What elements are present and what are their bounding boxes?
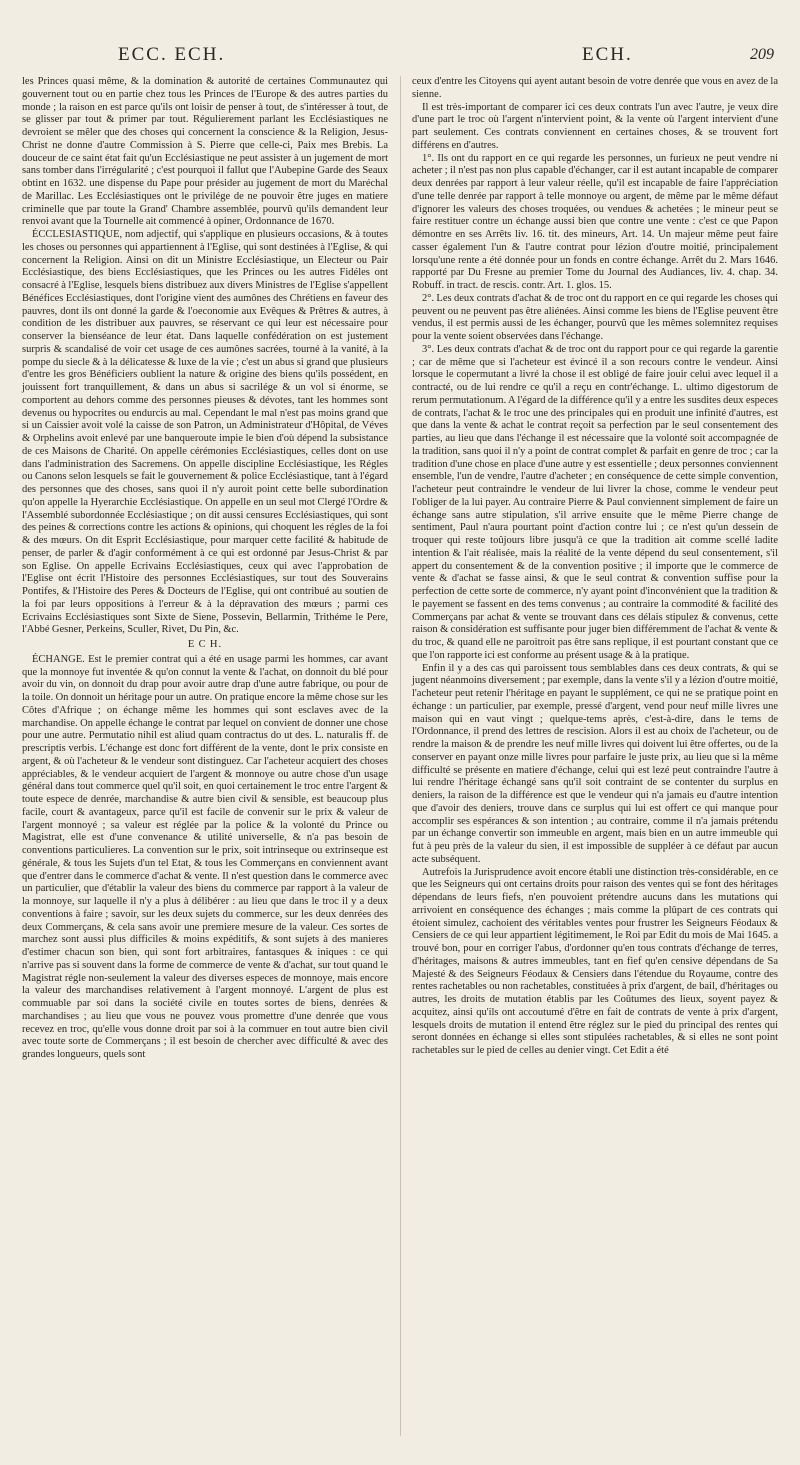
paragraph: 3°. Les deux contrats d'achat & de troc ont du rapport pour ce qui regarde la garentie ; car de même que si l'acheteur est évincé il a son recours contre le vendeur. Ainsi lorsque le copermutant a livré la chose il est obligé de faire jouir celui avec lequel il a contracté, ou de lui rendre ce qu'il a reçu en contr'échange. L. ultimo digestorum de rerum permutationum. A l'égard de la différence qu'il y a entre les susdites deux especes de contrats, l'achat & le troc une des principales qui en produit une infinité d'autres, est que dans la vente & achat le contrat reçoit sa perfection par le seul consentement des parties, au lieu que dans l'échange il est nécessaire que la volonté soit accompagnée de la tradition, sans quoi il n'y a point de contrat complet & parfait en genre de troc ; car la tradition d'une chose en place d'une autre y est essentielle ; deux personnes conviennent ensemble, l'un de vendre, l'autre d'acheter ; en conséquence de cette simple convention, l'acheteur peut contraindre le vendeur de lui livrer la chose, comme le vendeur peut l'obliger de la lui payer. Au contraire Pierre & Paul conviennent simplement de faire un échange sans autre stipulation, s'il arrive ensuite que le même Pierre change de sentiment, Paul n'aura pourtant point d'action contre lui ; ce n'est qu'un dessein de troquer qui reste toûjours libre jusqu'à ce que la tradition ait comme scellé ladite intention & l'ait réalisée, mais la réalité de la vente dépend du seul consentement, s'il appert du consentement & de la convention positive ; il importe que le commerce de vente & d'achat se fasse ainsi, & que le seul contrat & convention suffise pour la perfection de cette sorte de commerce, n'y ayant point d'inconvénient que la tradition & le payement se fassent en des tems convenus ; au contraire la commodité & facilité des Commerçans par achat & vente se trouvant dans ces délais stipulez & convenus, cette raison & considération est suffisante pour juger bien différemment de l'achat & vente & du troc, & quand elle ne paroitroit pas être sans replique, il est pourtant constant que ce que l'on rapporte ici est conforme au présent usage & à la pratique. (412, 343, 778, 661)
right-column (412, 76, 778, 1062)
paragraph: Enfin il y a des cas qui paroissent tous semblables dans ces deux contrats, & qui se jugent néanmoins diversement ; par exemple, dans la vente s'il y a lézion d'outre moitié, l'acheteur peut retenir l'héritage en payant le supplément, ce qui ne se pratique point en échange : un particulier, par exemple, pressé d'argent, vend pour neuf mille livres une maison qui en vaut vingt ; quelque-tems après, c'est-à-dire, dans le tems de l'Ordonnance, il prend des lettres de rescision. Alors il est au choix de l'acheteur, ou de rendre la maison & de prendre les neuf mille livres qui doivent lui être offertes, ou de la conserver en payant onze mille livres pour parfaire le juste prix, au lieu que si la même difficulté se présente en matiere d'échange, celui qui est lezé peut contraindre l'autre à lui rendre l'héritage échangé sans qu'il soit contraint de se contenter du surplus en deniers, la raison de la différence est que le vendeur qui n'a jamais eu d'autre intention que d'avoir des deniers, trouve dans ce surplus qui lui est offert ce qui manque pour accomplir ses espérances & son intention ; au contraire, comme il n'a jamais prétendu par un échange convertir son immeuble en argent, mais bien en un autre immeuble qui fut à peu près de la valeur du sien, il est impossible de suppléer à ce défaut par aucun acte subséquent. (412, 662, 778, 865)
paragraph: Il est très-important de comparer ici ces deux contrats l'un avec l'autre, je veux dire d'une part le troc où l'argent n'intervient point, & la vente où l'argent intervient d'une part seulement. Ces contrats conviennent en certaines choses, & se trouvent fort différens en d'autres. (412, 101, 778, 151)
paragraph: 1°. Ils ont du rapport en ce qui regarde les personnes, un furieux ne peut vendre ni acheter ; il n'est pas non plus capable d'échanger, car il est autant incapable de comparer deux denrées par rapport à leur valeur réelle, qu'il est incapable de faire l'appréciation d'une telle denrée par rapport à telle monnoye ou argent, de même par le même défaut d'ignorer les valeurs des choses troquées, ou vendues & achetées ; le mineur peut se faire restituer contre un échange aussi bien que contre une vente : c'est ce que Papon démontre en ses Arrêts liv. 16. tit. des mineurs, Art. 14. Un majeur même peut faire casser également l'un & l'autre contrat pour lézion d'outre moitié, principalement lorsqu'une rente a été donnée pour un fonds en contre échange. Arrêt du 2. Mars 1646. rapporté par Du Fresne au premier Tome du Journal des Audiances, liv. 4. chap. 34. Robuff. in tract. de rescis. contr. Art. 1. glos. 15. (412, 152, 778, 291)
section-heading: E C H. (187, 639, 223, 650)
entry-ecclesiastique: ÉCCLESIASTIQUE, nom adjectif, qui s'applique en plusieurs occasions, & à toutes les choses ou personnes qui appartiennent à l'Eglise, qui sont destinées à l'Eglise, & qui concernent la Religion. Ainsi on dit un Ministre Ecclésiastique, un Electeur ou Pair Ecclésiastique, des biens Ecclésiastiques, que les Princes ou les autres Fidéles ont consacré à l'Eglise, lesquels biens distribuez aux divers Ministres de l'Eglise s'appellent Bénéfices Ecclésiastiques, dont l'origine vient des aumônes des Chrétiens en faveur des pauvres, dont ils ont donné la garde & l'oeconomie aux Evêques & Prêtres & autres, à condition de les distribuer aux pauvres, se réservant ce qui leur est nécessaire pour conserver la bienséance de leur état. Dans laquelle confédération on est justement surpris & scandalisé de voir cet usage de ces aumônes sacrées, tourné à la vanité, à la pompe du siecle & à la délicatesse & luxe de la vie ; c'est un abus si grand que plusieurs d'entre les gros Bénéficiers oublient la nature & origine des biens qu'ils possédent, en jouissent fort tranquillement, & dans un abus si sacrilége & un vol si énorme, se comportent au dehors comme des personnes pieuses & dévotes, tant les hommes sont devenus ou hypocrites ou endurcis au mal. Cependant le mal n'est pas moins grand que si un Caissier avoit volé la caisse de son Patron, un Administrateur d'Hôpital, de Véves & Orphelins avoit enlevé par une banqueroute impie le bien d'où dépend la subsistance de ces Maisons de Charité. On appelle cérémonies Ecclésiastiques, celles dont on use dans l'administration des Sacremens. On appelle discipline Ecclésiastique, les Régles ou Canons selon lesquels se fait le gouvernement & police Ecclésiastique, tant à l'égard des personnes que des choses, sans quoi il n'y auroit point cette belle subordination qu'on appelle la Hyerarchie Ecclésiastique. On appelle en un seul mot Clergé l'Ordre & l'Assemblé subordonnée Ecclésiastique ; on dit aussi censures Ecclésiastiques, qui sont des peines & corrections contre les actions & opinions, qui choquent les régles de la foi & des mœurs. On dit Esprit Ecclésiastique, pour marquer cette facilité & habitude de penser, de parler & d'agir conformément à ce qui est ordonné par Jesus-Christ & par son Eglise. On appelle Ecrivains Ecclésiastiques, ceux qui avec l'approbation de l'Eglise ont écrit l'Histoire des personnes Ecclésiastiques, sur tout des Souverains Pontifes, & l'Histoire des Peres & Docteurs de l'Eglise, qui ont contribué au soutien de la foi par leurs oppositions à l'erreur & à la dépravation des mœurs ; parmi ces Ecrivains Ecclésiastiques sont Sixte de Siene, Possevin, Bellarmin, Trithéme le Pere, l'Abbé Gesner, Perkeins, Sculler, Rivet, Du Pin, &c. (22, 229, 388, 636)
running-head-right: ECH. (582, 44, 633, 65)
paragraph: les Princes quasi même, & la domination & autorité de certaines Communautez qui gouvernent tout ou en partie chez tous les Princes de l'Europe & des autres parties du monde ; la raison en est parce qu'ils ont loisir de penser à tout, de s'intéresser à tout, de se glisser par tout & primer par tout. Régulierement parlant les Ecclésiastiques ne devroient se mêler que des choses qui concernent la conscience & la Religion, Jesus-Christ ne donne d'autre Commission à S. Pierre que celle-ci, Paix mes Brebis. La douceur de ce saint état fait qu'un Ecclésiastique ne peut assister à un jugement de mort sans tomber dans l'irrégularité ; c'est pourquoi il fallut que l'Aubepine Garde des Seaux obtint en 1632. une dispense du Pape pour présider au jugement de mort du Maréchal de Marillac. Les Ecclésiastiques ont le privilége de ne pouvoir être juges en matiere criminelle que par toute la Grand' Chambre assemblée, pourvû qu'ils demandent leur renvoi avant que la Tournelle ait commencé à opiner, Ordonnance de 1670. (22, 76, 388, 228)
paragraph: Autrefois la Jurisprudence avoit encore établi une distinction très-considérable, en ce que les Seigneurs qui ont certains droits pour raison des ventes qui se font des héritages dépendans de leurs fiefs, n'en pouvoient prétendre aucuns dans les mutations qui arrivoient en conséquence des échanges ; mais comme la plûpart de ces contrats qui étoient simulez, cachoient des véritables ventes pour frustrer les Seigneurs Féodaux & Censiers de ce qui leur appartient légitimement, le Roi par Edit du mois de Mai 1645. a trouvé bon, pour en corriger l'abus, d'ordonner qu'en tous contrats d'échange de terres, d'héritages, maisons & autres immeubles, tant en fief qu'en censive dépendans de Sa Majesté & des Seigneurs Féodaux & Censiers dans l'étendue du Royaume, contre des rentes rachetables ou non rachetables, constituées à prix d'argent, de bail, d'héritages ou autres, les droits de mutation établis par les Coûtumes des lieux, soyent payez & acquitez, ainsi qu'ils ont accoutumé d'être en fait de contrats de vente à prix d'argent, lesquels droits de mutation il entend être réglez sur le pied du principal des rentes qui seront données en échange si elles sont stipulées rachetables, & si elles ne sont point rachetables sur le pied de celles au denier vingt. Cet Edit a été (412, 866, 778, 1056)
entry-echange: ÉCHANGE. Est le premier contrat qui a été en usage parmi les hommes, car avant que la monnoye fut inventée & qu'on connut la vente & l'achat, on donnoit du blé pour avoir du vin, on donnoit du drap pour avoir autre drap d'une autre fabrique, ou pour de la toile. On donnoit un héritage pour un autre. On pratique encore la même chose sur les Côtes d'Afrique ; on échange même les hommes qui sont esclaves avec de la marchandise. On appelle échange le contrat par lequel on convient de donner une chose pour une autre. Permutatio nihil est aliud quam contractus do ut des. L. naturalis ff. de prescriptis verbis. L'échange est donc fort différent de la vente, dont le prix consiste en argent, & où l'acheteur & le vendeur sont distinguez. Car l'acheteur acquiert des choses appréciables, & le vendeur acquiert de l'argent & monnoye ou autre chose d'un usage général dans tout commerce quel qu'il soit, en quoi certainement le troc entre l'argent & toute espece de denrée, marchandise & autre bien civil & sensible, est beaucoup plus facile, court & avantageux, parce qu'il est facile de convenir sur le prix & valeur de l'argent monnoyé ; sa valeur est réglée par la police & la volonté du Prince ou Magistrat, elle est d'une convenance & utilité universelle, & n'a pas besoin de conventions particulieres. La convention sur le prix, soit intrinseque ou extrinseque est générale, & tous les Sujets d'un tel Etat, & tous les Commerçans en conviennent avant que d'entrer dans le commerce d'achat & vente. Il n'est question dans le commerce avec un particulier, que d'établir la valeur des biens du commerce par rapport à la valeur de la monnoye, sur laquelle il n'y a plus à délibérer : au lieu que dans le troc il y a deux conventions à faire ; savoir, sur les deux sujets du commerce, sur les deux denrées des deux Commerçans, & cela sans avoir une premiere mesure de la valeur. Ces sortes de marchez sont aussi plus difficiles & moins expéditifs, & sont sujets à des manieres d'estimer chacun son bien, qui sont fort arbitraires, fantasques & iniques : ce qui n'arrive pas si souvent dans la forme de commerce de vente & d'achat, sur tout quand le Magistrat régle non-seulement la valeur des diverses especes de monnoye, mais encore la valeur des marchandises relativement à l'argent monnoyé. L'argent de plus est commuable par soi dans la société civile en toutes sortes de biens, denrées & marchandises ; au lieu que vous ne pouvez vous promettre d'une denrée que vous recevez en troc, qu'elle vous donne droit par soi à la commuer en tout autre bien civil avec toute sorte de Commerçans ; il est besoin de chercher avec difficulté & avec des grandes longueurs, quels sont (22, 653, 388, 1060)
running-head-left: ECC. ECH. (118, 44, 226, 65)
page-number: 209 (750, 46, 774, 63)
running-header (22, 44, 778, 74)
text-columns (22, 76, 778, 1062)
paragraph: ceux d'entre les Citoyens qui ayent autant besoin de votre denrée que vous en avez de la sienne. (412, 76, 778, 100)
paragraph: 2°. Les deux contrats d'achat & de troc ont du rapport en ce qui regarde les choses qui peuvent ou ne peuvent pas être aliénées. Ainsi comme les biens de l'Eglise peuvent être vendus, il est permis aussi de les échanger, pourvû que les mêmes solemnitez requises pour la vente soient observées dans l'échange. (412, 292, 778, 342)
left-column (22, 76, 388, 1062)
